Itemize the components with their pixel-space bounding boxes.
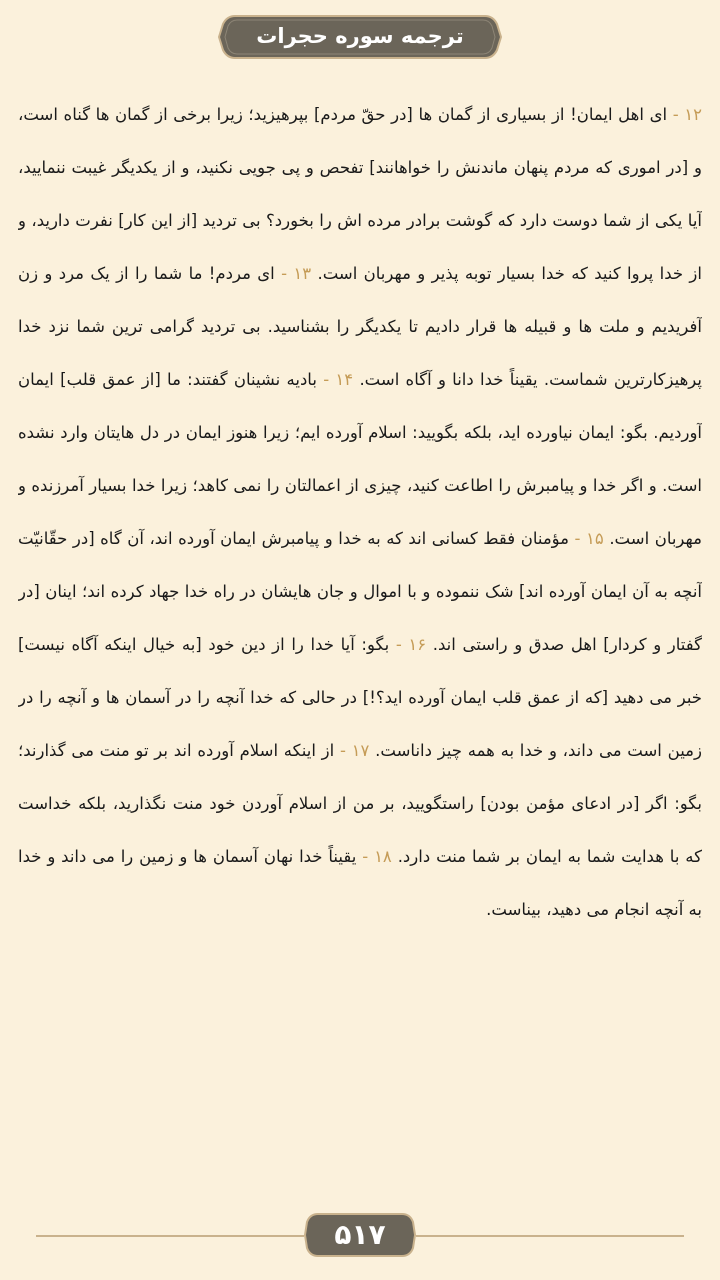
verse-text: مؤمنان فقط کسانی اند که به خدا و پیامبرش ایمان آورده اند، آن گاه [در حقّانیّت آنچه به آن ایمان آورده اند] شک ننموده و با اموال و جان هایشان در راه خدا جهاد کرده اند؛ اینان [در گفتار و کردار] اهل صدق و راستی اند.	[18, 529, 702, 654]
page-number: ۵۱۷	[334, 1218, 386, 1251]
verse-number: ۱۸ -	[356, 847, 392, 866]
verse-number: ۱۴ -	[316, 370, 354, 389]
page-number-footer	[0, 1210, 720, 1260]
verse-text: ای اهل ایمان! از بسیاری از گمان ها [در حقّ مردم] بپرهیزید؛ زیرا برخی از گمان ها گناه است، و [در اموری که مردم پنهان ماندنش را خواهانند] تفحص و پی جویی نکنید، و از یکدیگر غیبت ننمایید، آیا یکی از شما دوست دارد که گوشت برادر مرده اش را بخورد؟ بی تردید [از این کار] نفرت دارید، و از خدا پروا کنید که خدا بسیار توبه پذیر و مهربان است.	[18, 105, 702, 283]
verse-number: ۱۳ -	[274, 264, 312, 283]
verse-text: از اینکه اسلام آورده اند بر تو منت می گذارند؛ بگو: اگر [در ادعای مؤمن بودن] راستگویید، بر من از اسلام آوردن خود منت نگذارید، بلکه خداست که با هدایت شما به ایمان بر شما منت دارد.	[18, 741, 702, 866]
verse-text: بادیه نشینان گفتند: ما [از عمق قلب] ایمان آوردیم. بگو: ایمان نیاورده اید، بلکه بگویید: اسلام آورده ایم؛ زیرا هنوز ایمان در دل هایتان وارد نشده است. و اگر خدا و پیامبرش را اطاعت کنید، چیزی از اعمالتان را نمی کاهد؛ زیرا خدا بسیار آمرزنده و مهربان است.	[18, 370, 702, 548]
footer-divider-right	[416, 1235, 684, 1237]
footer-divider-left	[36, 1235, 304, 1237]
verse-text: یقیناً خدا نهان آسمان ها و زمین را می داند و خدا به آنچه انجام می دهید، بیناست.	[18, 847, 702, 919]
verse-text: بگو: آیا خدا را از دین خود [به خیال اینکه آگاه نیست] خبر می دهید [که از عمق قلب ایمان آورده اید؟!] در حالی که خدا آنچه را در آسمان ها و آنچه را در زمین است می داند، و خدا به همه چیز داناست.	[18, 635, 702, 760]
verse-number: ۱۲ -	[667, 105, 702, 124]
translation-text	[18, 88, 702, 1148]
verse-text: ای مردم! ما شما را از یک مرد و زن آفریدیم و ملت ها و قبیله ها قرار دادیم تا یکدیگر را بشناسید. بی تردید گرامی ترین شما نزد خدا پرهیزکارترین شماست. یقیناً خدا دانا و آگاه است.	[18, 264, 702, 389]
page-title: ترجمه سوره حجرات	[256, 24, 464, 48]
verse-number: ۱۶ -	[389, 635, 427, 654]
title-banner	[0, 14, 720, 60]
verse-number: ۱۷ -	[334, 741, 370, 760]
verse-number: ۱۵ -	[569, 529, 604, 548]
